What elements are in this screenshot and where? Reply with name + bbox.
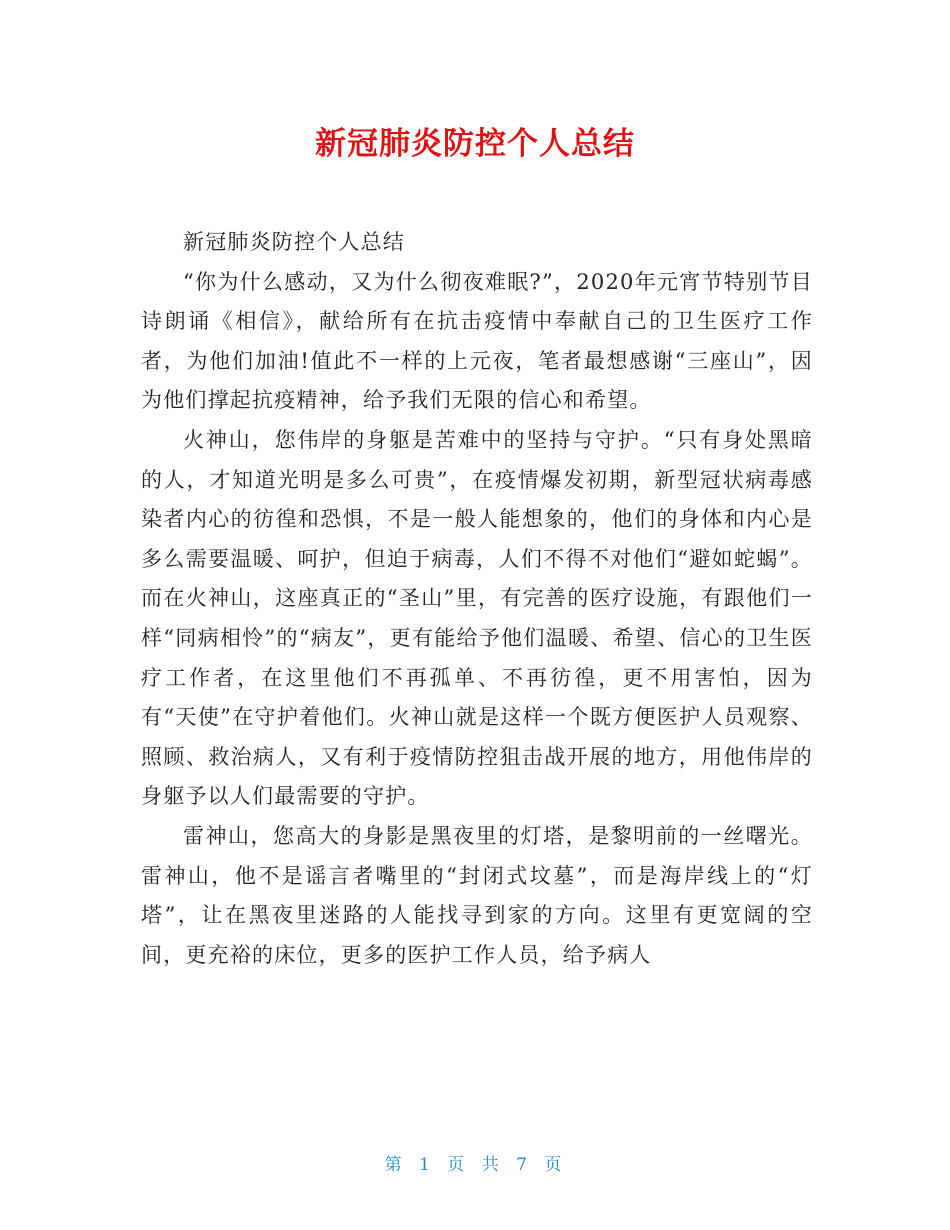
paragraph-huoshenshan: 火神山，您伟岸的身躯是苦难中的坚持与守护。“只有身处黑暗的人，才知道光明是多么可贵”，在疫情爆发初期，新型冠状病毒感染者内心的彷徨和恐惧，不是一般人能想象的，他们的身体和内心是多么需要温暖、呵护，但迫于病毒，人们不得不对他们“避如蛇蝎”。而在火神山，这座真正的“圣山”里，有完善的医疗设施，有跟他们一样“同病相怜”的“病友”，更有能给予他们温暖、希望、信心的卫生医疗工作者，在这里他们不再孤单、不再彷徨，更不用害怕，因为有“天使”在守护着他们。火神山就是这样一个既方便医护人员观察、照顾、救治病人，又有利于疫情防控狙击战开展的地方，用他伟岸的身躯予以人们最需要的守护。 <box>141 427 813 809</box>
page-number-footer <box>0 1150 950 1175</box>
document-title: 新冠肺炎防控个人总结 <box>315 126 635 162</box>
footer-label-page-unit: 页 <box>447 1155 469 1175</box>
footer-label-page: 第 <box>384 1155 406 1175</box>
footer-label-total: 共 <box>481 1155 503 1175</box>
paragraph-leishenshan: 雷神山，您高大的身影是黑夜里的灯塔，是黎明前的一丝曙光。雷神山，他不是谣言者嘴里的“封闭式坟墓”，而是海岸线上的“灯塔”，让在黑夜里迷路的人能找寻到家的方向。这里有更宽阔的空间，更充裕的床位，更多的医护工作人员，给予病人 <box>141 823 813 967</box>
footer-label-total-unit: 页 <box>544 1155 566 1175</box>
paragraph-intro: “你为什么感动，又为什么彻夜难眠?”，2020年元宵节特别节目诗朗诵《相信》，献给所有在抗击疫情中奉献自己的卫生医疗工作者，为他们加油!值此不一样的上元夜，笔者最想感谢“三座山”，因为他们撑起抗疫精神，给予我们无限的信心和希望。 <box>141 269 813 413</box>
document-body <box>141 223 813 975</box>
footer-total-pages: 7 <box>516 1155 531 1175</box>
footer-current-page: 1 <box>419 1155 434 1175</box>
paragraph-subtitle: 新冠肺炎防控个人总结 <box>183 230 405 254</box>
